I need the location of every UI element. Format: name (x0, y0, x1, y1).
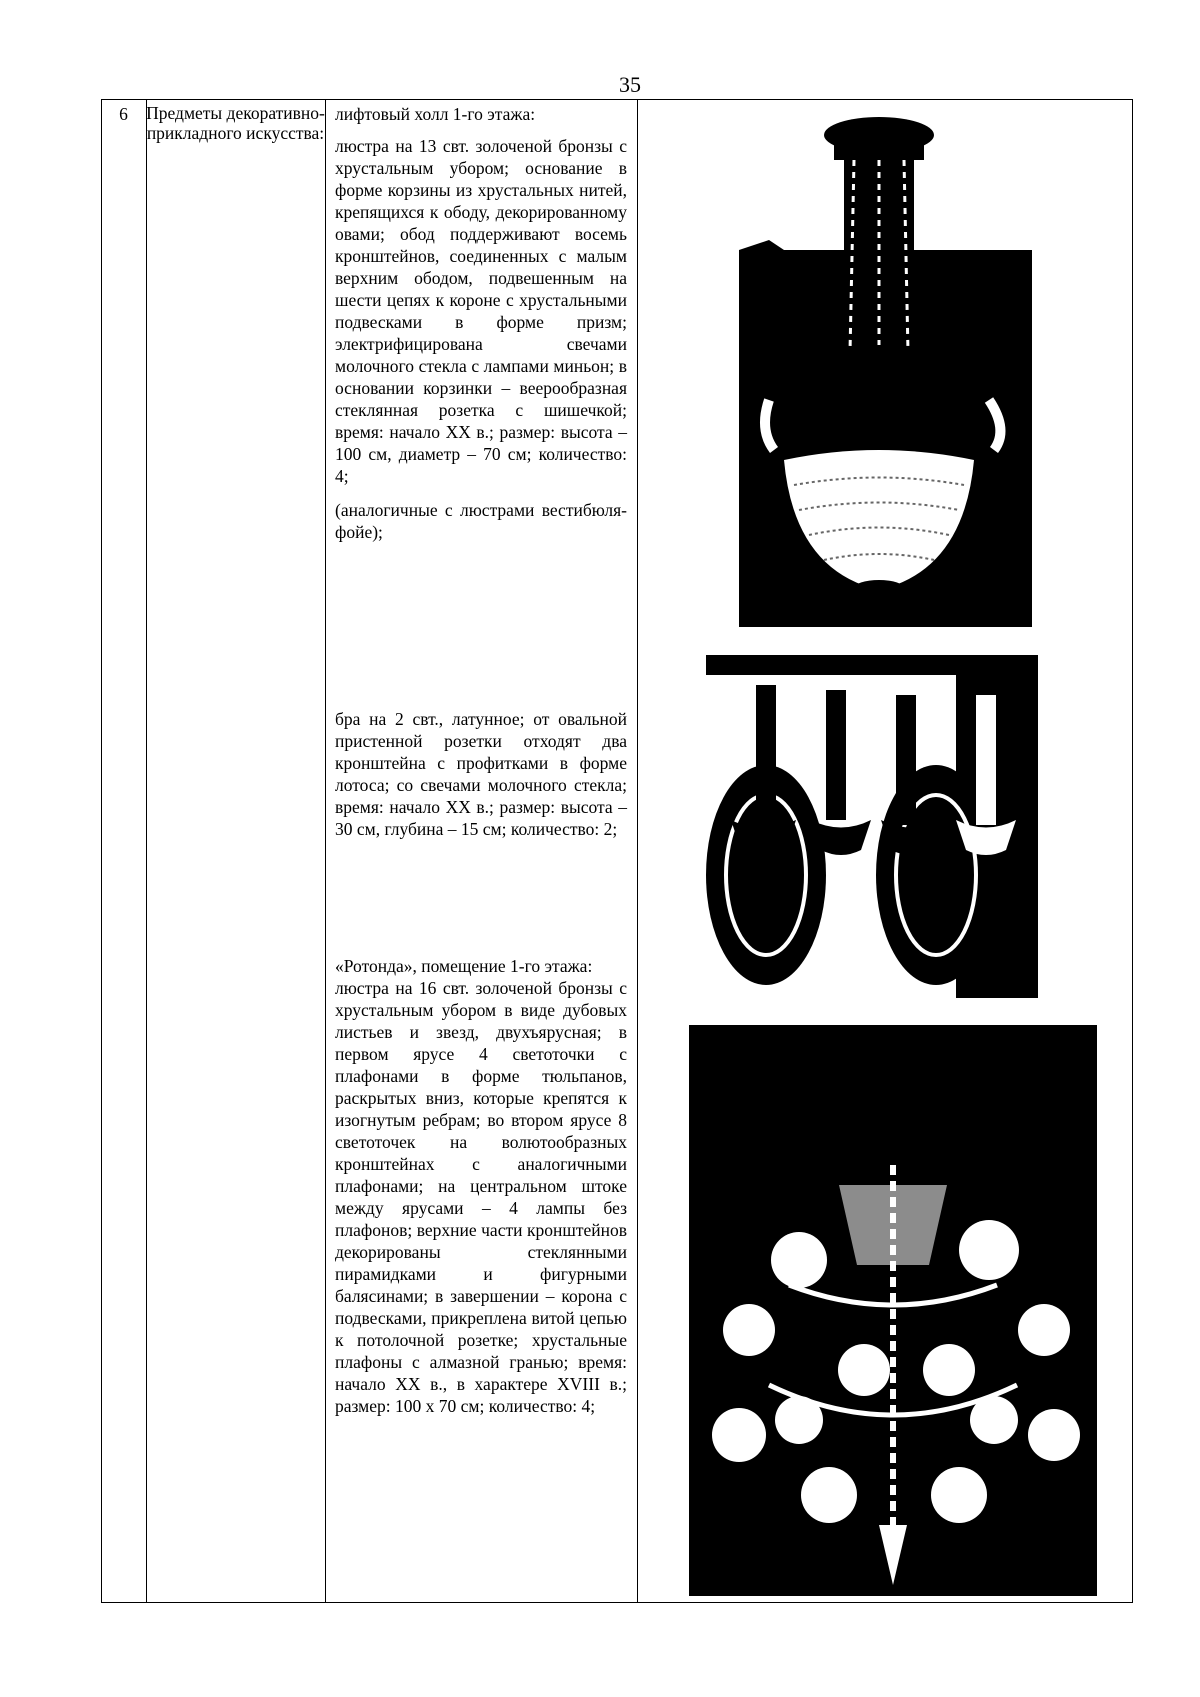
row-number: 6 (119, 104, 128, 124)
category-label: Предметы декоративно-прикладного искусства: (146, 103, 325, 143)
item-description: люстра на 13 свт. золоченой бронзы с хрустальным убором; основание в форме корзины из хрустальных нитей, крепящихся к ободу, декорированному овами; обод поддерживают восемь кронштейнов, соединенных с малым верхним ободом, подвешенным на шести цепях к короне с хрустальными подвесками в форме призм; электрифицирована свечами молочного стекла с лампами миньон; в основании корзинки – веерообразная стеклянная розетка с шишечкой; время: начало XX в.; размер: высота – 100 см, диаметр – 70 см; количество: 4; (335, 136, 627, 486)
chandelier-basket-photo (739, 100, 1032, 627)
column-divider (637, 99, 638, 1603)
item-note: (аналогичные с люстрами вестибюля-фойе); (335, 500, 627, 542)
chandelier-two-tier-photo (689, 1025, 1097, 1596)
column-divider (325, 99, 326, 1603)
item-rotunda-chandelier (335, 955, 627, 1417)
column-divider (146, 99, 147, 1603)
item-description: люстра на 16 свт. золоченой бронзы с хрустальным убором в виде дубовых листьев и звезд, двухъярусная; в первом ярусе 4 светоточки с плафонами в форме тюльпанов, раскрытых вниз, которые крепятся к изогнутым ребрам; во втором ярусе 8 светоточек на волютообразных кронштейнах с аналогичными плафонами; на центральном штоке между ярусами – 4 лампы без плафонов; верхние части кронштейнов декорированы стеклянными пирамидками и фигурными балясинами; в завершении – корона с подвесками, прикреплена витой цепью к потолочной розетке; хрустальные плафоны с алмазной гранью; время: начало XX в., в характере XVIII в.; размер: 100 х 70 см; количество: 4; (335, 978, 627, 1416)
item-description: бра на 2 свт., латунное; от овальной пристенной розетки отходят два кронштейна с профитками в форме лотоса; со свечами молочного стекла; время: начало XX в.; размер: высота – 30 см, глубина – 15 см; количество: 2; (335, 709, 627, 839)
item-location: лифтовый холл 1-го этажа: (335, 104, 536, 124)
wall-sconce-photo (706, 655, 1038, 998)
item-location: «Ротонда», помещение 1-го этажа: (335, 956, 593, 976)
page-number: 35 (619, 72, 641, 97)
item-lift-hall-chandelier (335, 103, 627, 543)
item-wall-sconce (335, 708, 627, 840)
